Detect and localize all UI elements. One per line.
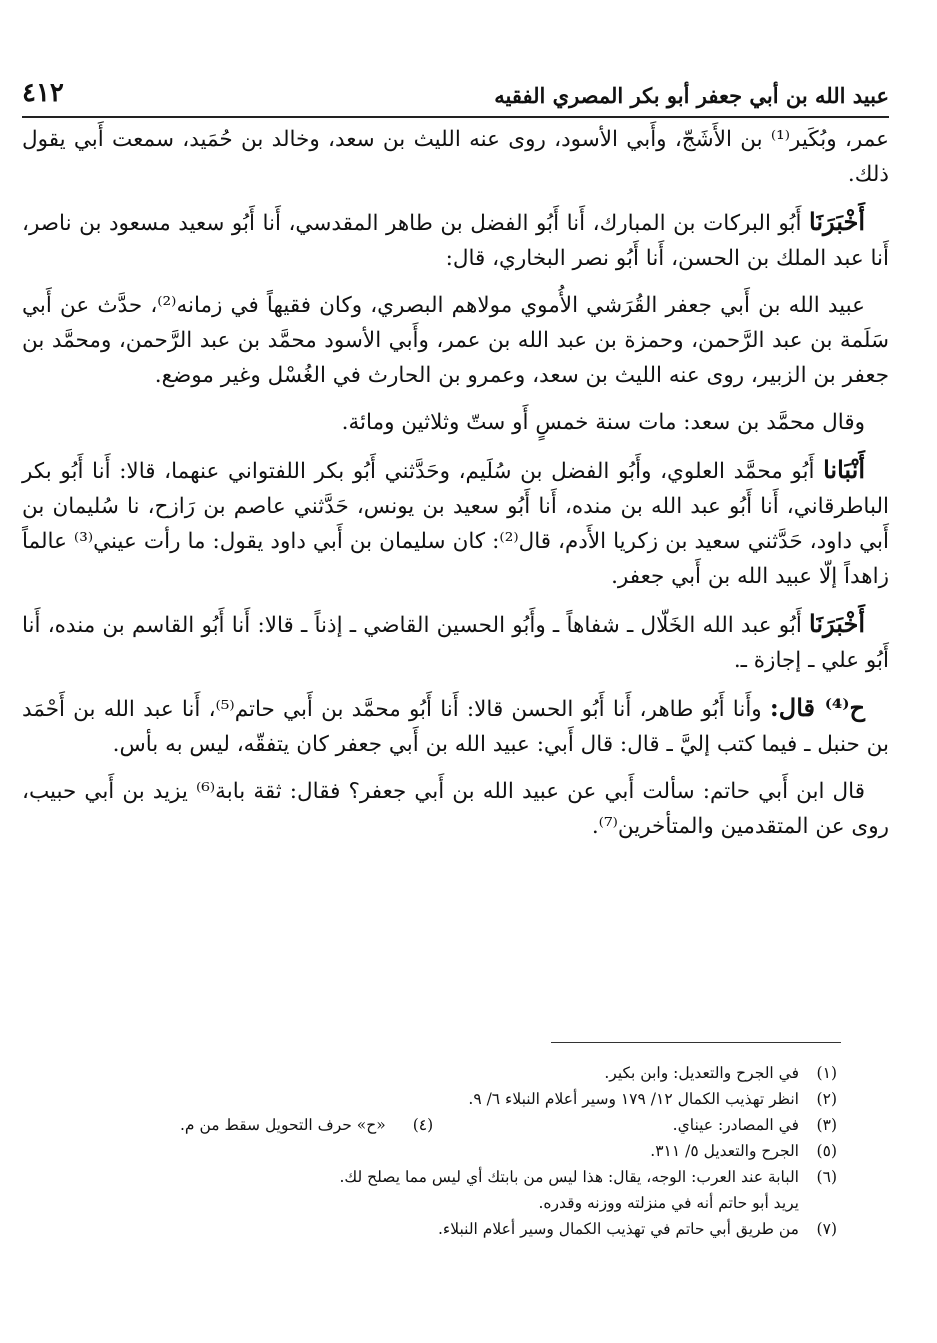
footnote-text: الجرح والتعديل ٥/ ٣١١.: [650, 1142, 799, 1160]
footnote-text: البابة عند العرب: الوجه، يقال: هذا ليس من بابتك أي ليس مما يصلح لك.: [339, 1168, 799, 1186]
paragraph-text: أَبُو عبد الله الخَلّال ـ شفاهاً ـ وأَبُو الحسين القاضي ـ إذناً ـ قالا: أَنا أَبُو القاسم بن منده، أَنا أَبُو علي ـ إجازة ـ.: [22, 613, 889, 673]
footnote-number: (٧): [816, 1220, 837, 1238]
paragraph-text: قال ابن أَبي حاتم: سألت أَبي عن عبيد الله بن أَبي جعفر؟ فقال: ثقة بابة⁽⁶⁾ يزيد بن أَبي حبيب، روى عن المتقدمين والمتأخرين⁽⁷⁾.: [22, 779, 889, 839]
footnote-number: (٣): [816, 1116, 837, 1134]
footnote: [60, 1060, 837, 1086]
paragraph: [22, 288, 889, 393]
footnote-text: انظر تهذيب الكمال ١٢/ ١٧٩ وسير أعلام النبلاء ٦/ ٩.: [468, 1090, 799, 1108]
paragraph: [22, 606, 889, 678]
paragraph: [22, 452, 889, 594]
footnote-text: من طريق أبي حاتم في تهذيب الكمال وسير أعلام النبلاء.: [438, 1220, 799, 1238]
footnote: [60, 1164, 837, 1190]
footnote-secondary: [60, 1112, 433, 1138]
keyword: أَخْبَرَنَا: [809, 609, 865, 638]
footnote: [60, 1112, 837, 1138]
footnote-number: (١): [816, 1064, 837, 1082]
footnote-text: في الجرح والتعديل: وابن بكير.: [604, 1064, 799, 1082]
paragraph: [22, 122, 889, 192]
footnote: [60, 1138, 837, 1164]
footnotes: [60, 1060, 837, 1242]
paragraph-text: عمر، وبُكَير⁽¹⁾ بن الأَشَجّ، وأَبي الأسود، روى عنه الليث بن سعد، وخالد بن حُمَيد، سمعت أَبي يقول ذلك.: [22, 127, 890, 187]
footnote-pair: [60, 1112, 799, 1138]
paragraph: [22, 204, 889, 276]
page-number: ٤١٢: [22, 78, 64, 108]
footnote-number: (٢): [816, 1090, 837, 1108]
footnote-text: «ح» حرف التحويل سقط من م.: [180, 1116, 386, 1134]
footnote: [60, 1086, 837, 1112]
paragraph-text: أَبُو محمَّد العلوي، وأَبُو الفضل بن سُلَيم، وحَدَّثني أَبُو بكر اللفتواني عنهما، قالا: أَنا أَبُو بكر الباطرقاني، أَنا أَبُو عبد الله بن منده، أَنا أَبُو سعيد بن يونس، حَدَّثني عاصم بن رَازح، نا سُليمان بن أَبي داود، حَدَّثني سعيد بن زكريا الأَدم، قال⁽²⁾: كان سليمان بن أَبي داود يقول: ما رأت عيني⁽³⁾ عالماً زاهداً إلّا عبيد الله بن أَبي جعفر.: [22, 459, 890, 589]
keyword: أَنْبَانا: [823, 455, 865, 484]
keyword: أَخْبَرَنَا: [809, 207, 865, 236]
footnote-divider: [551, 1042, 841, 1043]
main-text: [22, 122, 889, 856]
paragraph: [22, 774, 889, 844]
paragraph-text: عبيد الله بن أَبي جعفر القُرَشي الأُموي مولاهم البصري، وكان فقيهاً في زمانه⁽²⁾، حدَّث عن أَبي سَلَمة بن عبد الرَّحمن، وحمزة بن عبد الله بن عمر، وأَبي الأسود محمَّد بن عبد الرَّحمن، ومحمَّد بن جعفر بن الزبير، روى عنه الليث بن سعد، وعمرو بن الحارث في الغُسْل وغير موضع.: [22, 293, 889, 388]
paragraph-text: أَبُو البركات بن المبارك، أَنا أَبُو الفضل بن طاهر المقدسي، أَنا أَبُو سعيد مسعود بن ناصر، أَنا عبد الملك بن الحسن، أَنا أَبُو نصر البخاري، قال:: [22, 211, 889, 271]
page-header: [22, 60, 889, 118]
paragraph-text: وقال محمَّد بن سعد: مات سنة خمسٍ أَو ستّ وثلاثين ومائة.: [341, 410, 865, 435]
footnote-continuation: يريد أبو حاتم أنه في منزلته ووزنه وقدره.: [538, 1194, 799, 1212]
footnote-number: (٦): [816, 1168, 837, 1186]
footnote-number: (٥): [816, 1142, 837, 1160]
footnote: [60, 1216, 837, 1242]
running-title: عبيد الله بن أبي جعفر أبو بكر المصري الفقيه: [494, 83, 889, 108]
footnote-text: في المصادر: عيناي.: [672, 1116, 799, 1134]
paragraph: [22, 405, 889, 440]
footnote-number: (٤): [412, 1116, 434, 1134]
keyword: ح⁽⁴⁾ قال:: [769, 693, 865, 722]
paragraph: [22, 690, 889, 762]
paragraph-text: وأَنا أَبُو طاهر، أَنا أَبُو الحسن قالا: أَنا أَبُو محمَّد بن أَبي حاتم⁽⁵⁾، أَنا عبد الله بن أَحْمَد بن حنبل ـ فيما كتب إليَّ ـ قال: قال أَبي: عبيد الله بن أَبي جعفر كان يتفقّه، ليس به بأس.: [22, 697, 889, 757]
